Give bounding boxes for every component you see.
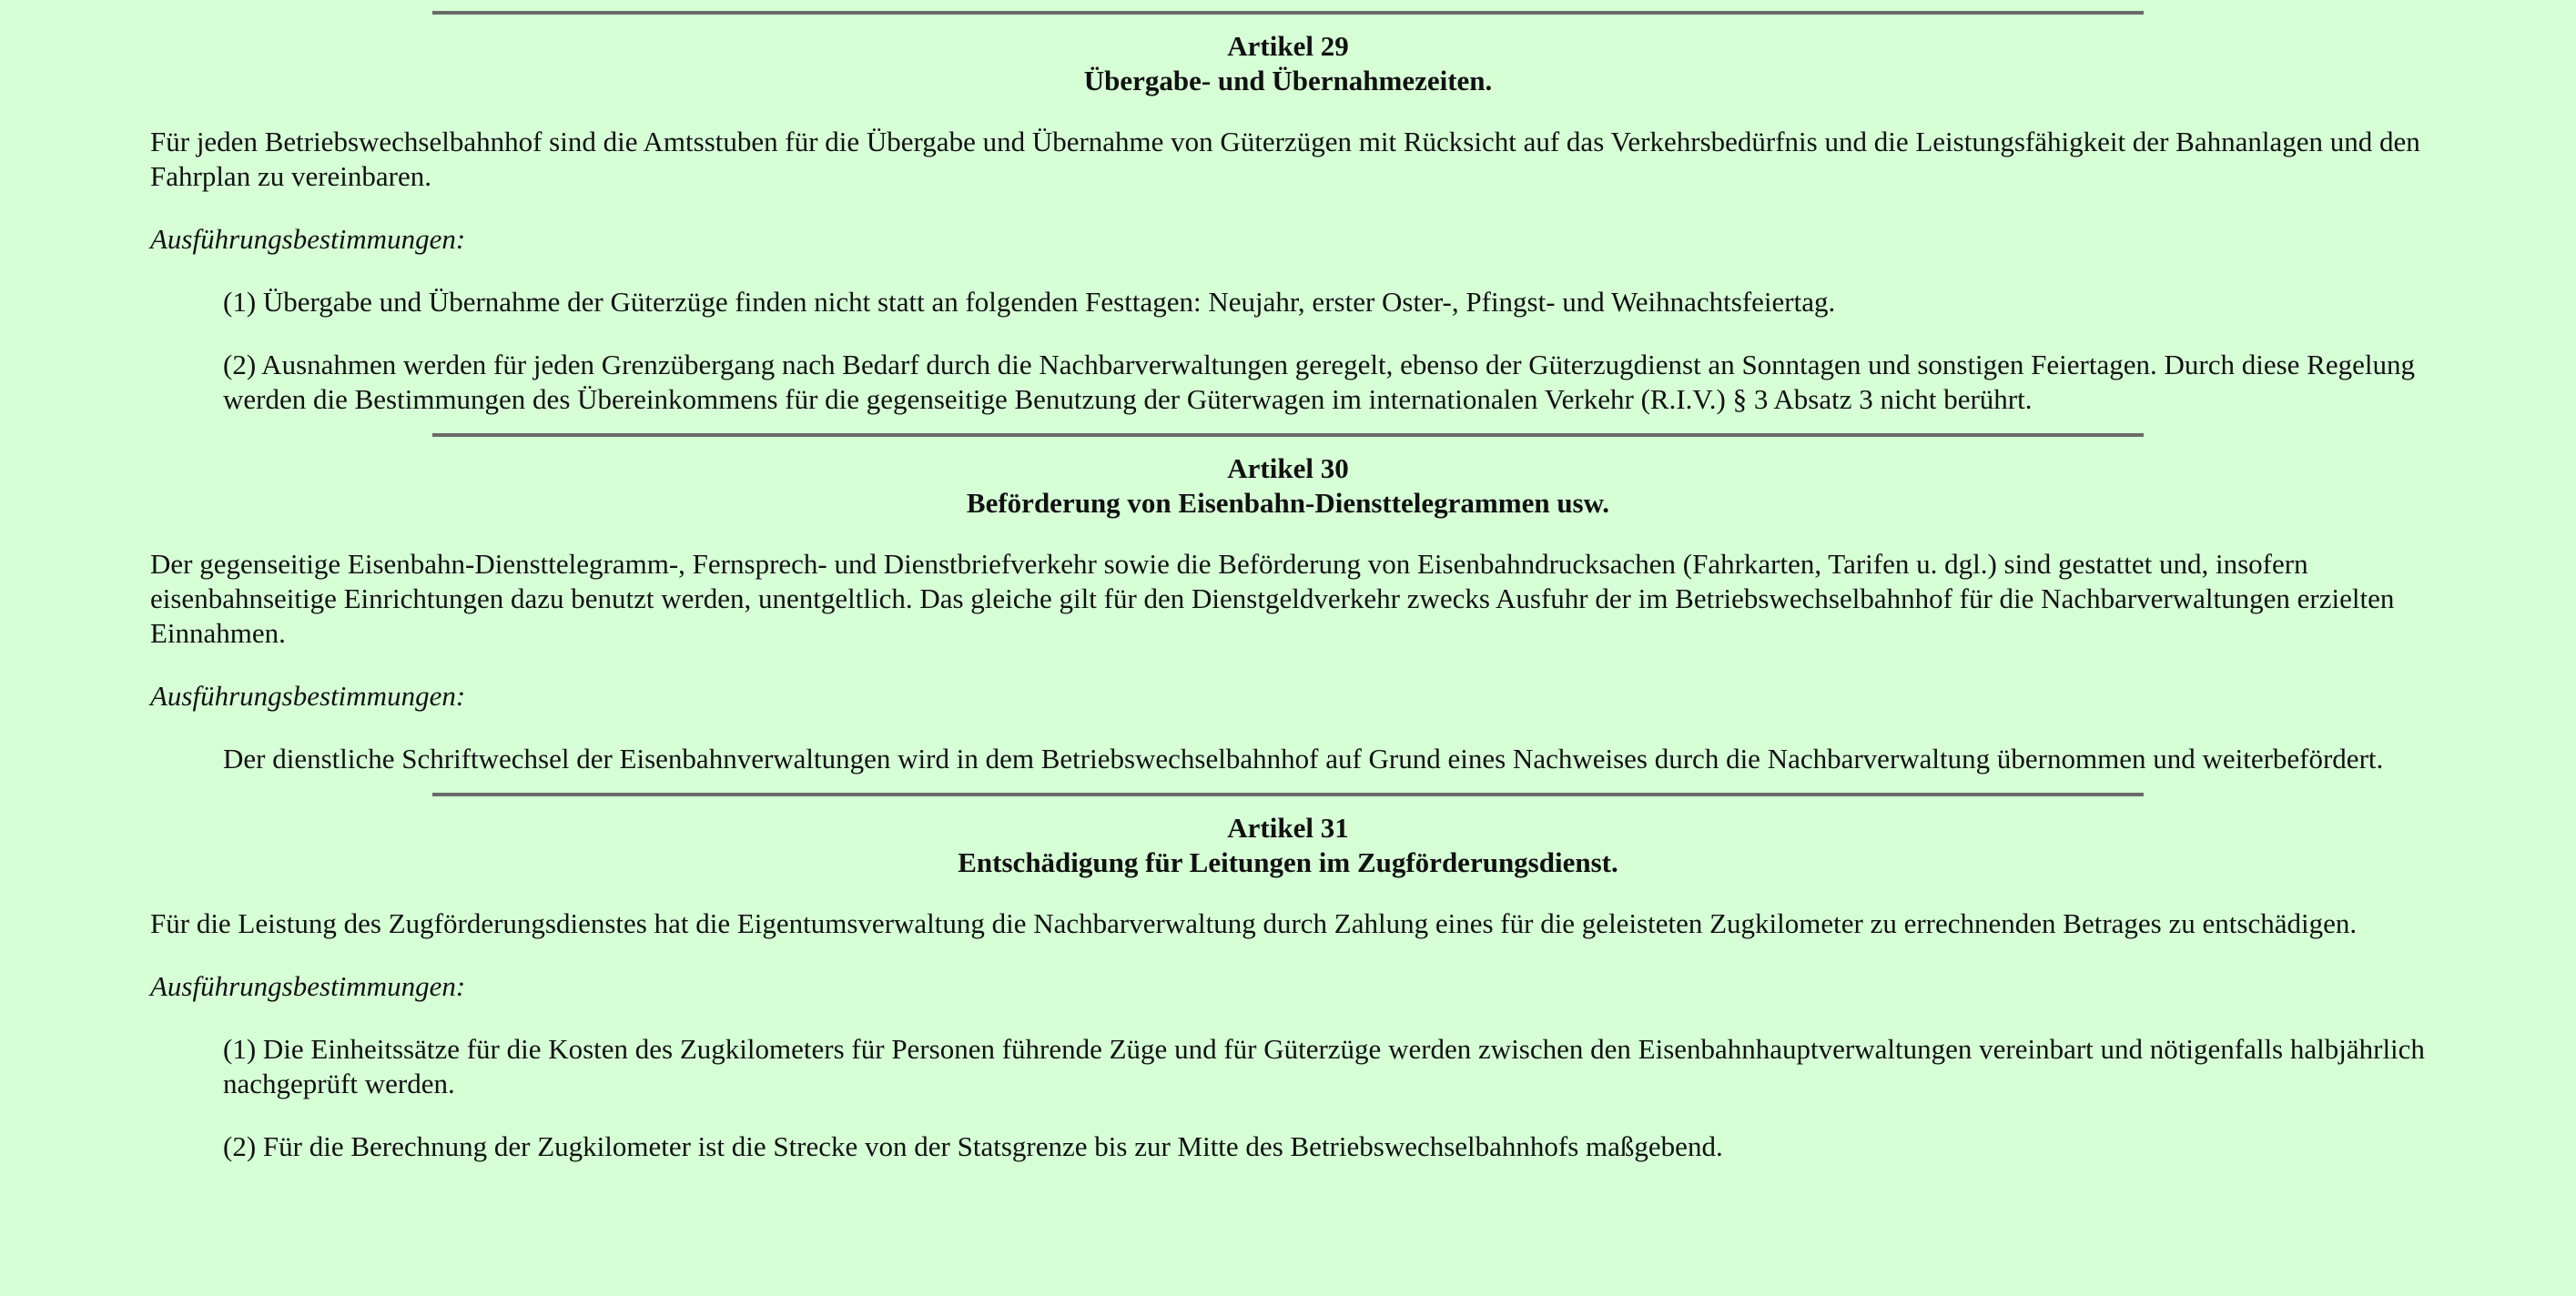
article-31 <box>150 793 2426 1164</box>
article-heading <box>150 29 2426 98</box>
article-heading <box>150 811 2426 880</box>
section-divider <box>432 11 2144 15</box>
article-number: Artikel 30 <box>1227 452 1349 484</box>
provision-item: (2) Für die Berechnung der Zugkilometer ist die Strecke von der Statsgrenze bis zur Mitte des Betriebswechselbahnhofs maßgebend. <box>223 1130 1723 1162</box>
article-text: Der gegenseitige Eisenbahn-Diensttelegramm-, Fernsprech- und Dienstbriefverkehr sowie die Beförderung von Eisenbahndrucksachen (Fahrkarten, Tarifen u. dgl.) sind gestattet und, insofern eisenbahnseitige Einrichtungen dazu benutzt werden, unentgeltlich. Das gleiche gilt für den Dienstgeldverkehr zwecks Ausfuhr der im Betriebswechselbahnhof für die Nachbarverwaltungen erzielten Einnahmen. <box>150 548 2395 649</box>
section-divider <box>432 433 2144 437</box>
section-divider <box>432 793 2144 796</box>
ausfuehrungsbestimmungen-label: Ausführungsbestimmungen: <box>150 970 466 1002</box>
article-text: Für die Leistung des Zugförderungsdienstes hat die Eigentumsverwaltung die Nachbarverwaltung durch Zahlung eines für die geleisteten Zugkilometer zu errechnenden Betrages zu entschädigen. <box>150 907 2358 939</box>
article-29 <box>150 11 2426 417</box>
article-number: Artikel 29 <box>1227 30 1349 62</box>
ausfuehrungsbestimmungen-label: Ausführungsbestimmungen: <box>150 680 466 712</box>
article-heading <box>150 451 2426 521</box>
article-30 <box>150 433 2426 776</box>
provision-item: (1) Übergabe und Übernahme der Güterzüge finden nicht statt an folgenden Festtagen: Neujahr, erster Oster-, Pfingst- und Weihnachtsfeiertag. <box>223 286 1836 318</box>
article-number: Artikel 31 <box>1227 812 1349 844</box>
ausfuehrungsbestimmungen-label: Ausführungsbestimmungen: <box>150 223 466 255</box>
provision-item: (2) Ausnahmen werden für jeden Grenzübergang nach Bedarf durch die Nachbarverwaltungen geregelt, ebenso der Güterzugdienst an Sonntagen und sonstigen Feiertagen. Durch diese Regelung werden die Bestimmungen des Übereinkommens für die gegenseitige Benutzung der Güterwagen im internationalen Verkehr (R.I.V.) § 3 Absatz 3 nicht berührt. <box>223 349 2415 415</box>
provision-item: Der dienstliche Schriftwechsel der Eisenbahnverwaltungen wird in dem Betriebswechselbahnhof auf Grund eines Nachweises durch die Nachbarverwaltung übernommen und weiterbefördert. <box>223 743 2384 775</box>
article-title: Beförderung von Eisenbahn-Diensttelegrammen usw. <box>966 487 1610 519</box>
provision-item: (1) Die Einheitssätze für die Kosten des Zugkilometers für Personen führende Züge und für Güterzüge werden zwischen den Eisenbahnhauptverwaltungen vereinbart und nötigenfalls halbjährlich nachgeprüft werden. <box>223 1033 2425 1099</box>
article-title: Entschädigung für Leitungen im Zugförderungsdienst. <box>958 846 1618 878</box>
article-title: Übergabe- und Übernahmezeiten. <box>1083 65 1493 96</box>
article-text: Für jeden Betriebswechselbahnhof sind die Amtsstuben für die Übergabe und Übernahme von Güterzügen mit Rücksicht auf das Verkehrsbedürfnis und die Leistungsfähigkeit der Bahnanlagen und den Fahrplan zu vereinbaren. <box>150 126 2420 192</box>
